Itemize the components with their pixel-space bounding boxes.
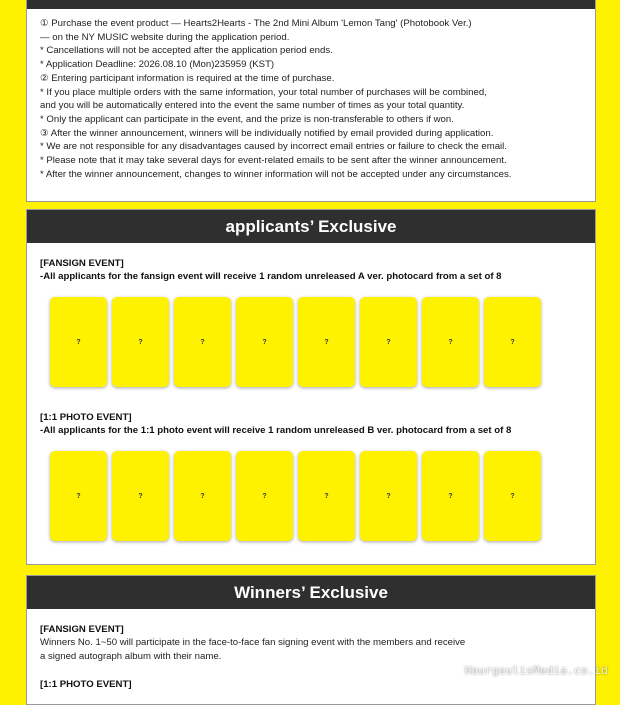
notice-line: * Application Deadline: 2026.08.10 (Mon)235959 (KST) bbox=[40, 59, 275, 71]
photo-desc: -All applicants for the 1:1 photo event will receive 1 random unreleased B ver. photocard from a set of 8 bbox=[40, 425, 512, 436]
notice-line: * Cancellations will not be accepted after the application period ends. bbox=[40, 45, 333, 57]
notice-line: * We are not responsible for any disadvantages caused by incorrect email entries or failure to check the email. bbox=[40, 141, 507, 153]
notice-line: * If you place multiple orders with the same information, your total number of purchases will be combined, bbox=[40, 86, 487, 98]
notice-header-bar bbox=[27, 0, 595, 9]
notice-line: ① Purchase the event product — Hearts2Hearts - The 2nd Mini Album 'Lemon Tang' (Photobook Ver.) bbox=[40, 18, 472, 29]
photocard: ? bbox=[236, 451, 293, 541]
fansign-desc: -All applicants for the fansign event will receive 1 random unreleased A ver. photocard from a set of 8 bbox=[40, 271, 502, 282]
notice-line: * Only the applicant can participate in the event, and the prize is non-transferable to others if won. bbox=[40, 113, 454, 125]
notice-line: * Please note that it may take several days for event-related emails to be sent after the winner announcement. bbox=[40, 155, 507, 167]
photocard: ? bbox=[298, 297, 355, 387]
photocard: ? bbox=[360, 451, 417, 541]
photocard: ? bbox=[236, 297, 293, 387]
event-notice-panel bbox=[26, 0, 596, 202]
photocard: ? bbox=[112, 451, 169, 541]
watermark: HaurgeulisMedia.co.id bbox=[464, 664, 608, 677]
photocard: ? bbox=[50, 451, 107, 541]
fansign-photocard-row bbox=[27, 297, 595, 387]
photocard: ? bbox=[298, 451, 355, 541]
winners-fansign-title: [FANSIGN EVENT] bbox=[40, 624, 124, 635]
winners-exclusive-panel bbox=[26, 575, 596, 705]
fansign-title: [FANSIGN EVENT] bbox=[40, 258, 124, 269]
fansign-section bbox=[27, 243, 595, 283]
notice-line: and you will be automatically entered into the event the same number of times as your total quantity. bbox=[40, 100, 465, 112]
photocard: ? bbox=[484, 451, 541, 541]
photocard: ? bbox=[50, 297, 107, 387]
winners-photo-title: [1:1 PHOTO EVENT] bbox=[40, 679, 132, 690]
winners-content bbox=[27, 609, 595, 691]
photocard: ? bbox=[484, 297, 541, 387]
winners-header: Winners’ Exclusive bbox=[27, 576, 595, 609]
photocard: ? bbox=[422, 451, 479, 541]
photocard: ? bbox=[174, 297, 231, 387]
notice-line: ③ After the winner announcement, winners will be individually notified by email provided during application. bbox=[40, 127, 494, 139]
applicants-exclusive-panel bbox=[26, 209, 596, 565]
winners-fansign-text: a signed autograph album with their name. bbox=[40, 651, 222, 662]
photocard: ? bbox=[422, 297, 479, 387]
photocard: ? bbox=[360, 297, 417, 387]
notice-line: ② Entering participant information is required at the time of purchase. bbox=[40, 72, 335, 84]
photo-photocard-row bbox=[27, 451, 595, 541]
notice-text bbox=[27, 9, 595, 181]
notice-line: * After the winner announcement, changes to winner information will not be accepted under any circumstances. bbox=[40, 168, 512, 180]
photocard: ? bbox=[174, 451, 231, 541]
winners-fansign-text: Winners No. 1~50 will participate in the face-to-face fan signing event with the members and receive bbox=[40, 637, 466, 648]
photo-section bbox=[27, 387, 595, 437]
applicants-header: applicants’ Exclusive bbox=[27, 210, 595, 243]
notice-line: — on the NY MUSIC website during the application period. bbox=[40, 31, 290, 43]
photocard: ? bbox=[112, 297, 169, 387]
photo-title: [1:1 PHOTO EVENT] bbox=[40, 412, 132, 423]
